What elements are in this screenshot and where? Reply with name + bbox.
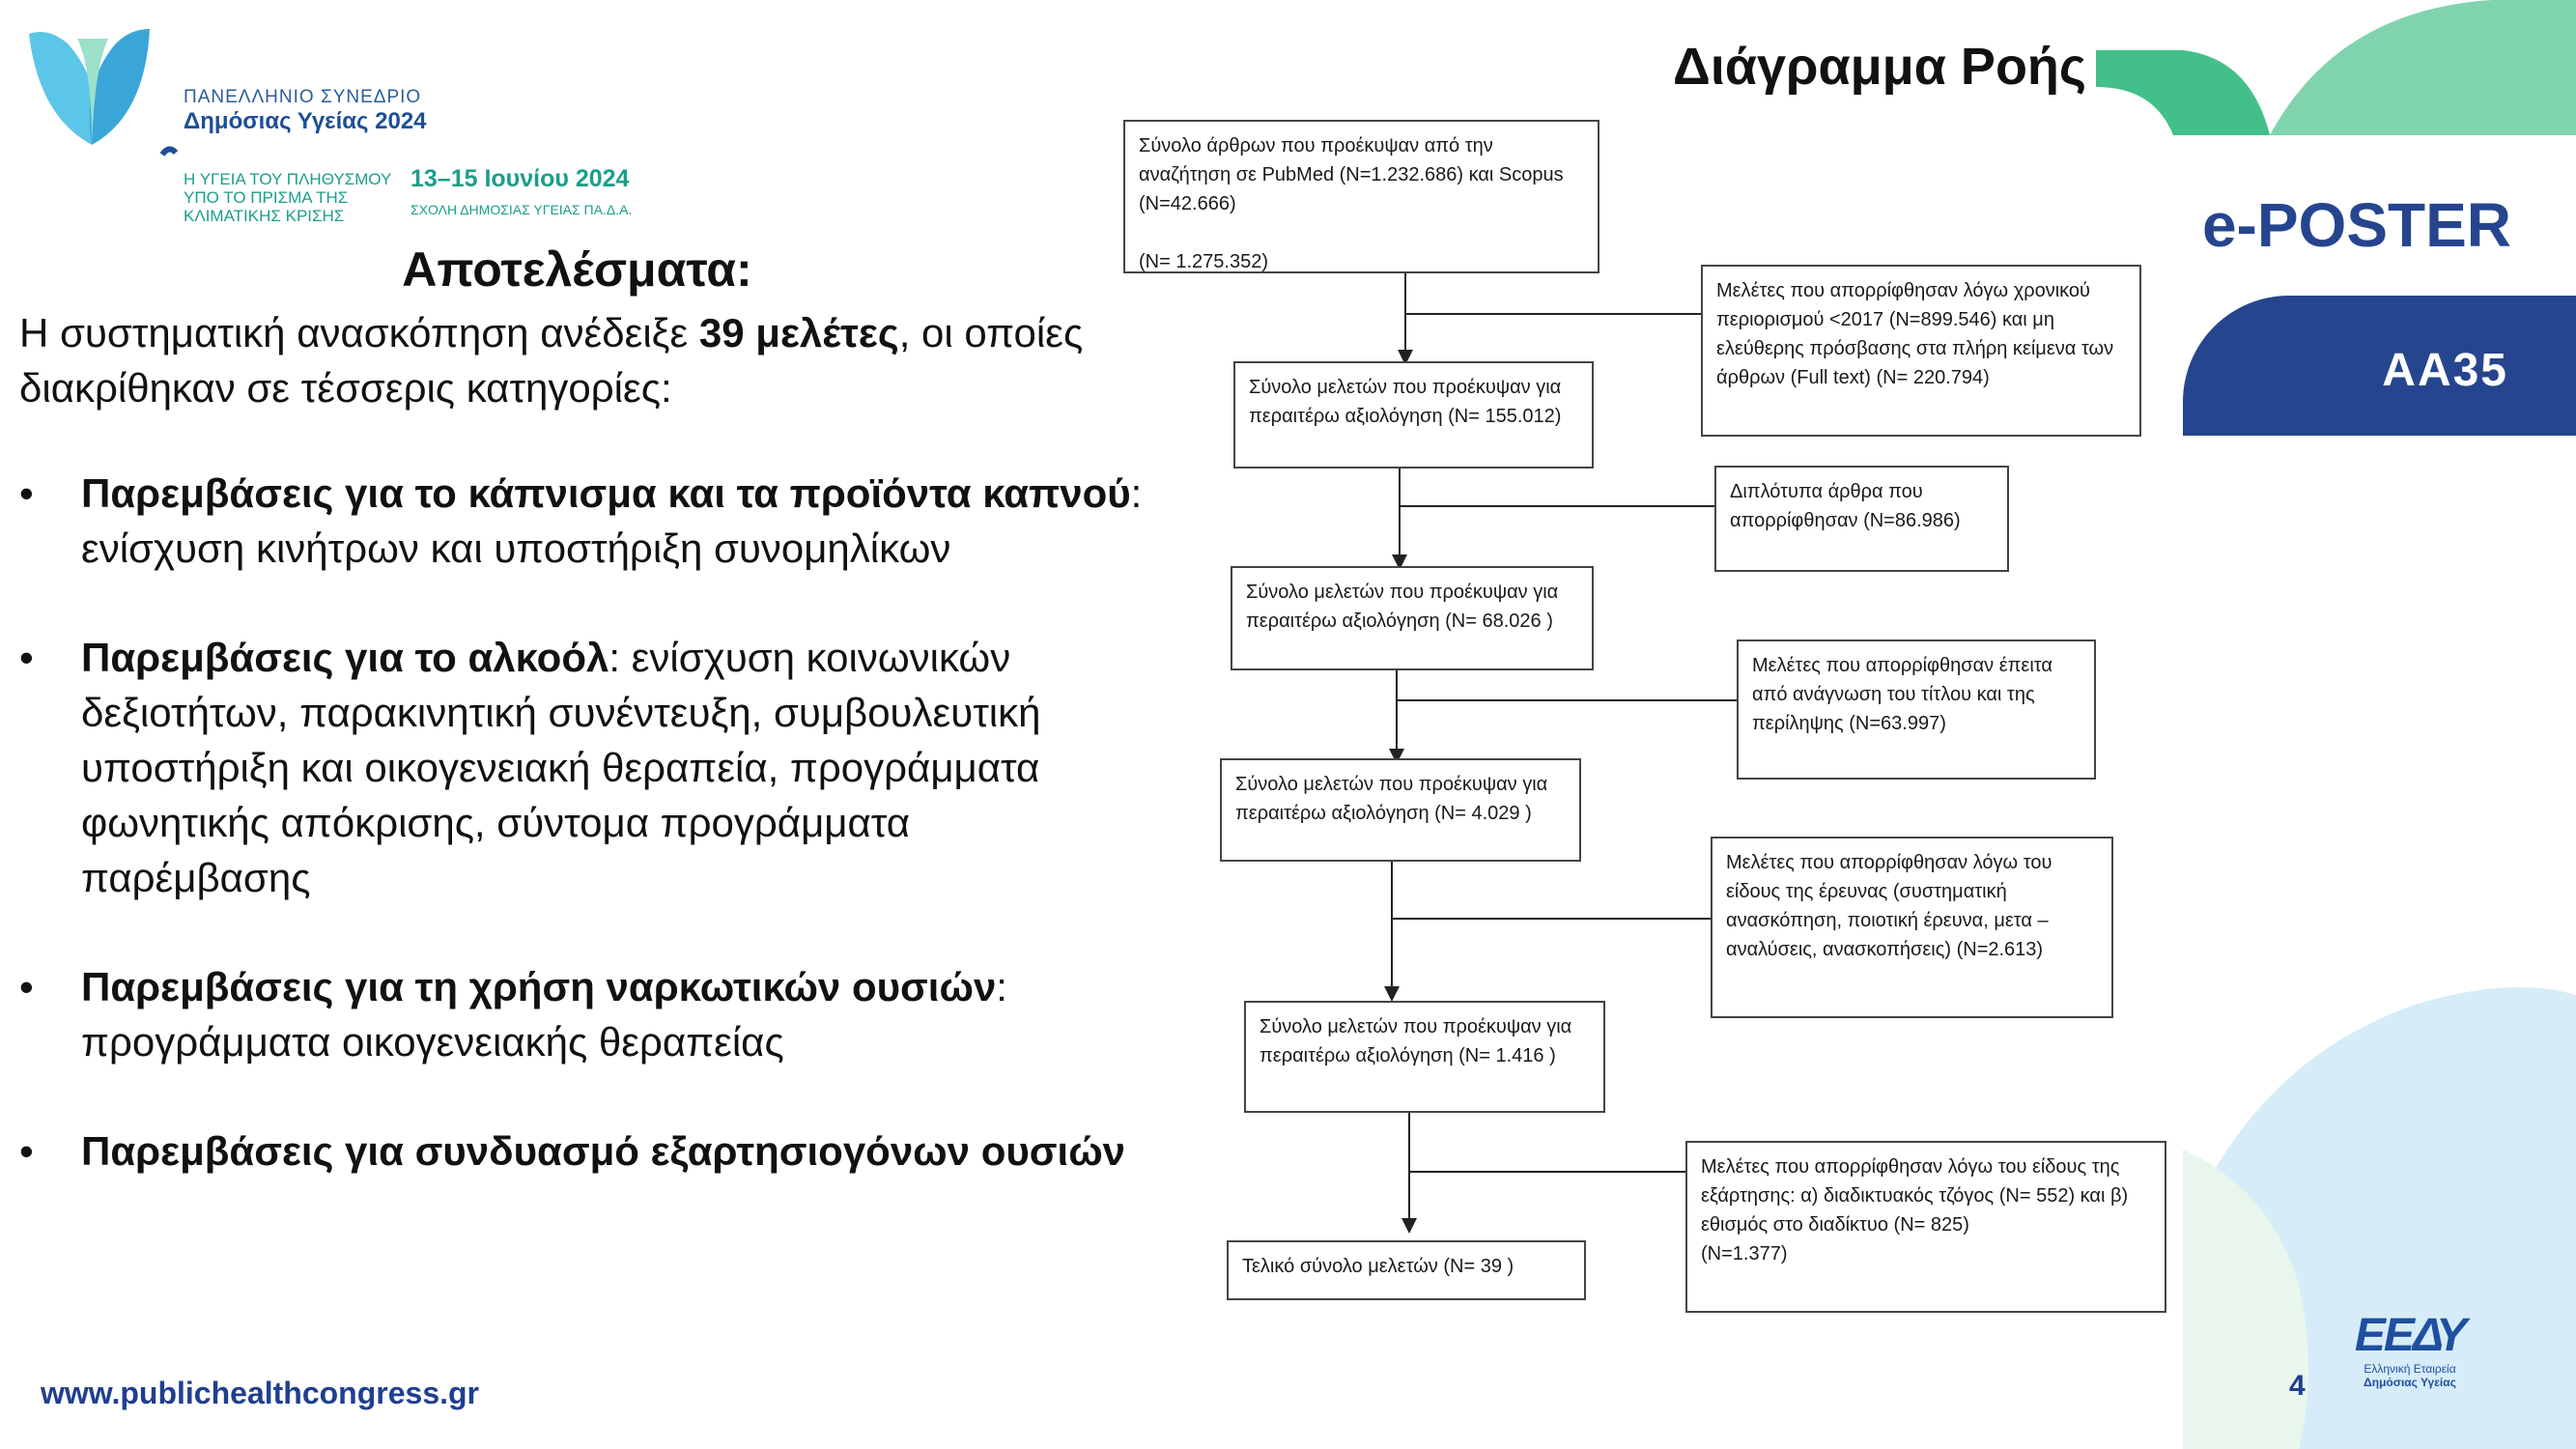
society-logo-mark: ΕΕΔΥ xyxy=(2354,1310,2466,1361)
flow-exclusion-box-5: Μελέτες που απορρίφθησαν λόγω του είδους της εξάρτησης: α) διαδικτυακός τζόγος (N= 552) και β) εθισμός στο διαδίκτυο (N= 825) (N=1.377) xyxy=(1685,1141,2166,1313)
connector-line xyxy=(1408,1113,1410,1219)
connector-line xyxy=(1409,1171,1685,1173)
intro-text-end: , οι οποίες διακρίθηκαν σε τέσσερις κατηγορίες: xyxy=(19,310,1084,411)
flow-diagram-title: Διάγραμμα Ροής xyxy=(1673,38,2086,96)
connector-line xyxy=(1392,918,1711,920)
flow-exclusion-box-1: Μελέτες που απορρίφθησαν λόγω χρονικού περιορισμού <2017 (N=899.546) και μη ελεύθερης πρόσβασης στα πλήρη κείμενα των άρθρων (Full text) (N= 220.794) xyxy=(1701,265,2141,437)
flow-box-screening-2: Σύνολο μελετών που προέκυψαν για περαιτέρω αξιολόγηση (N= 68.026 ) xyxy=(1231,566,1594,670)
bullet-text: : ενίσχυση κοινωνικών δεξιοτήτων, παρακινητική συνέντευξη, συμβουλευτική υποστήριξη και οικογενειακή θεραπεία, προγράμματα φωνητικής απόκρισης, σύντομα προγράμματα παρέμβασης xyxy=(81,635,1041,900)
flow-exclusion-box-4: Μελέτες που απορρίφθησαν λόγω του είδους της έρευνας (συστηματική ανασκόπηση, ποιοτική έρευνα, μετα – αναλύσεις, ανασκοπήσεις) (N=2.613) xyxy=(1711,837,2113,1018)
arrow-down-icon xyxy=(1401,1218,1417,1234)
connector-line xyxy=(1400,505,1714,507)
congress-title: Δημόσιας Υγείας 2024 xyxy=(184,108,427,134)
green-arc-shape xyxy=(2270,0,2576,135)
list-item xyxy=(19,1123,1149,1179)
bullet-heading: Παρεμβάσεις για το αλκοόλ xyxy=(81,635,609,680)
flow-box-screening-3: Σύνολο μελετών που προέκυψαν για περαιτέρω αξιολόγηση (N= 4.029 ) xyxy=(1220,758,1581,862)
bullet-text: : προγράμματα οικογενειακής θεραπείας xyxy=(81,964,1007,1065)
connector-line xyxy=(1391,862,1393,987)
congress-logo-icon xyxy=(29,29,176,155)
results-bullet-list xyxy=(19,466,1149,1233)
green-leaf-shape xyxy=(2096,50,2270,135)
society-logo xyxy=(2347,1309,2473,1389)
bullet-heading: Παρεμβάσεις για το κάπνισμα και τα προϊόντα καπνού xyxy=(81,470,1131,516)
bullet-text: : ενίσχυση κινήτρων και υποστήριξη συνομηλίκων xyxy=(81,470,1143,571)
poster-code-badge xyxy=(2183,296,2576,436)
flow-exclusion-box-2: Διπλότυπα άρθρα που απορρίφθησαν (N=86.986) xyxy=(1714,466,2009,572)
connector-line xyxy=(1404,273,1406,351)
congress-school: ΣΧΟΛΗ ΔΗΜΟΣΙΑΣ ΥΓΕΙΑΣ ΠΑ.Δ.Α. xyxy=(410,202,633,217)
intro-text: Η συστηματική ανασκόπηση ανέδειξε xyxy=(19,310,699,355)
results-intro xyxy=(19,305,1120,415)
congress-theme: Η ΥΓΕΙΑ ΤΟΥ ΠΛΗΘΥΣΜΟΥ ΥΠΟ ΤΟ ΠΡΙΣΜΑ ΤΗΣ ΚΛΙΜΑΤΙΚΗΣ ΚΡΙΣΗΣ xyxy=(184,170,392,225)
page-number: 4 xyxy=(2289,1370,2306,1402)
list-item xyxy=(19,466,1149,576)
bullet-heading: Παρεμβάσεις για τη χρήση ναρκωτικών ουσιών xyxy=(81,964,997,1009)
flow-box-final: Τελικό σύνολο μελετών (N= 39 ) xyxy=(1227,1240,1586,1300)
connector-line xyxy=(1397,699,1737,701)
society-name-line1: Ελληνική Εταιρεία xyxy=(2364,1362,2456,1376)
flow-exclusion-box-3: Μελέτες που απορρίφθησαν έπειτα από ανάγνωση του τίτλου και της περίληψης (N=63.997) xyxy=(1737,639,2096,780)
flow-box-screening-4: Σύνολο μελετών που προέκυψαν για περαιτέρω αξιολόγηση (N= 1.416 ) xyxy=(1244,1001,1605,1113)
bullet-heading: Παρεμβάσεις για συνδυασμό εξαρτησιογόνων ουσιών xyxy=(81,1128,1126,1174)
flow-box-initial: Σύνολο άρθρων που προέκυψαν από την αναζήτηση σε PubMed (N=1.232.686) και Scopus (N=42.666) (N= 1.275.352) xyxy=(1123,120,1599,273)
poster-code: AA35 xyxy=(2382,345,2508,396)
arrow-down-icon xyxy=(1384,986,1400,1002)
flow-box-screening-1: Σύνολο μελετών που προέκυψαν για περαιτέρω αξιολόγηση (N= 155.012) xyxy=(1233,361,1594,469)
website-link[interactable]: www.publichealthcongress.gr xyxy=(41,1376,479,1410)
intro-bold-count: 39 μελέτες xyxy=(698,310,899,355)
list-item xyxy=(19,959,1149,1069)
eposter-label: e-POSTER xyxy=(2201,190,2511,260)
results-heading: Αποτελέσματα: xyxy=(402,242,752,297)
congress-name: ΠΑΝΕΛΛΗΝΙΟ ΣΥΝΕΔΡΙΟ xyxy=(184,87,422,107)
congress-dates: 13–15 Ιουνίου 2024 xyxy=(410,165,630,192)
connector-line xyxy=(1396,670,1398,750)
society-name-line2: Δημόσιας Υγείας xyxy=(2364,1376,2456,1389)
connector-line xyxy=(1399,469,1401,555)
connector-line xyxy=(1405,313,1716,315)
list-item xyxy=(19,630,1149,905)
